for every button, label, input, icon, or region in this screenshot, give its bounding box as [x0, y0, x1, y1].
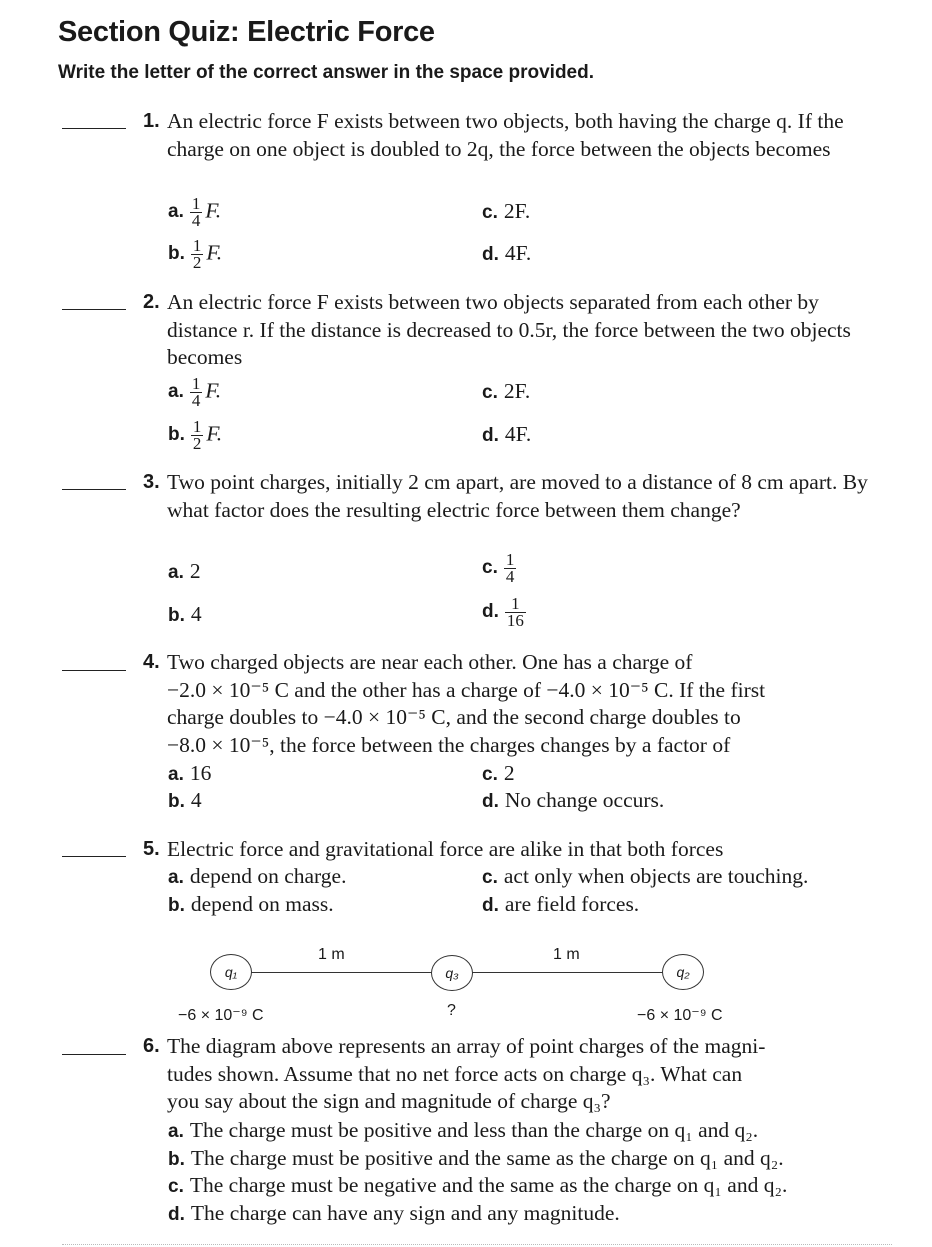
option-5d[interactable] [482, 891, 639, 919]
question-line: charge doubles to −4.0 × 10⁻⁵ C, and the second charge doubles to [167, 705, 741, 729]
option-letter: a. [168, 201, 184, 223]
numerator: 1 [192, 417, 202, 436]
option-1a[interactable] [168, 196, 221, 229]
option-text: F. [206, 240, 223, 265]
numerator: 1 [191, 194, 201, 213]
denominator: 4 [191, 211, 201, 230]
option-letter: c. [482, 557, 498, 579]
option-letter: d. [482, 791, 499, 812]
option-text: are field forces. [504, 892, 640, 916]
question-line: The diagram above represents an array of point charges of the magni- [167, 1034, 766, 1058]
option-3d[interactable] [482, 596, 529, 629]
numerator: 1 [511, 594, 520, 613]
question-text-3: Two point charges, initially 2 cm apart, are moved to a distance of 8 cm apart. By what factor does the resulting electric force between them change? [167, 470, 868, 522]
answer-blank-6[interactable] [62, 1054, 126, 1055]
answer-blank-1[interactable] [62, 128, 126, 129]
option-2c[interactable] [482, 378, 530, 406]
question-line: you say about the sign and magnitude of charge q₃? [167, 1089, 611, 1113]
numerator: 1 [505, 550, 515, 569]
option-text: 2F. [503, 199, 531, 223]
option-text: act only when objects are touching. [503, 864, 809, 888]
denominator: 16 [506, 611, 524, 630]
option-text: 16 [189, 761, 212, 785]
question-line: −8.0 × 10⁻⁵, the force between the charges changes by a factor of [167, 732, 731, 757]
option-letter: d. [482, 425, 499, 446]
option-text: The charge must be negative and the same as the charge on q₁ and q₂. [189, 1173, 788, 1197]
numerator: 1 [191, 374, 201, 393]
option-text: 4 [190, 602, 202, 626]
option-5b[interactable] [168, 891, 334, 919]
option-letter: c. [482, 382, 498, 403]
denominator: 2 [192, 434, 202, 453]
option-letter: a. [168, 1121, 184, 1142]
option-2b[interactable] [168, 419, 222, 452]
distance-label-right: 1 m [553, 946, 580, 963]
option-text: The charge must be positive and less than the charge on q₁ and q₂. [189, 1118, 759, 1142]
option-6a[interactable] [168, 1117, 758, 1145]
option-letter: b. [168, 243, 185, 265]
answer-blank-2[interactable] [62, 309, 126, 310]
question-text-2: An electric force F exists between two objects separated from each other by distance r. If the distance is decreased to 0.5r, the force between the two objects becomes [167, 290, 851, 369]
charge-value-q1: −6 × 10⁻⁹ C [178, 1007, 264, 1024]
fraction [504, 552, 517, 585]
fraction [190, 376, 203, 409]
option-letter: b. [168, 895, 185, 916]
option-letter: a. [168, 867, 184, 888]
option-5a[interactable] [168, 863, 346, 891]
denominator: 4 [191, 391, 201, 410]
option-text: 2F. [503, 379, 531, 403]
answer-blank-5[interactable] [62, 856, 126, 857]
question-number-4: 4. [143, 651, 160, 673]
option-3a[interactable] [168, 558, 201, 586]
fraction [191, 238, 204, 271]
option-4d[interactable] [482, 787, 664, 815]
option-3c[interactable] [482, 552, 519, 585]
option-4b[interactable] [168, 787, 202, 815]
option-text: The charge must be positive and the same as the charge on q₁ and q₂. [190, 1146, 784, 1170]
option-text: 4F. [504, 241, 532, 265]
option-letter: a. [168, 562, 184, 583]
charge-value-q2: −6 × 10⁻⁹ C [637, 1007, 723, 1024]
option-letter: a. [168, 381, 184, 403]
answer-blank-4[interactable] [62, 670, 126, 671]
question-line: −2.0 × 10⁻⁵ C and the other has a charge of −4.0 × 10⁻⁵ C. If the first [167, 677, 766, 702]
denominator: 2 [192, 253, 202, 272]
instructions: Write the letter of the correct answer in the space provided. [58, 62, 595, 83]
option-letter: b. [168, 791, 185, 812]
charge-value-q3: ? [447, 1002, 456, 1019]
page-title: Section Quiz: Electric Force [58, 16, 435, 48]
option-letter: c. [482, 764, 498, 785]
option-text: depend on charge. [189, 864, 347, 888]
question-number-6: 6. [143, 1035, 160, 1057]
option-letter: c. [482, 867, 498, 888]
option-letter: c. [482, 202, 498, 223]
option-text: No change occurs. [504, 788, 665, 812]
option-4c[interactable] [482, 760, 515, 788]
option-text: 4 [190, 788, 202, 812]
option-letter: a. [168, 764, 184, 785]
question-number-5: 5. [143, 838, 160, 860]
option-6b[interactable] [168, 1145, 784, 1173]
page-bottom-rule [62, 1244, 892, 1245]
question-number-2: 2. [143, 291, 160, 313]
charge-q1-circle: q₁ [210, 954, 252, 990]
question-text-4 [167, 649, 897, 759]
denominator: 4 [505, 567, 515, 586]
option-letter: b. [168, 605, 185, 626]
option-letter: c. [168, 1176, 184, 1197]
option-text: 4F. [504, 422, 532, 446]
question-text-1: An electric force F exists between two objects, both having the charge q. If the charge on one object is doubled to 2q, the force between the objects becomes [167, 109, 844, 161]
option-1c[interactable] [482, 198, 530, 226]
question-number-3: 3. [143, 471, 160, 493]
option-letter: d. [168, 1204, 185, 1225]
option-text: F. [205, 198, 222, 223]
option-letter: d. [482, 601, 499, 623]
option-1b[interactable] [168, 238, 222, 271]
option-text: F. [205, 378, 222, 403]
option-text: F. [206, 421, 223, 446]
option-text: depend on mass. [190, 892, 334, 916]
question-text-6 [167, 1033, 897, 1116]
option-letter: d. [482, 895, 499, 916]
option-2d[interactable] [482, 421, 531, 449]
option-1d[interactable] [482, 240, 531, 268]
fraction [505, 596, 526, 629]
question-text-5: Electric force and gravitational force are alike in that both forces [167, 837, 724, 861]
option-text: 2 [503, 761, 515, 785]
fraction [191, 419, 204, 452]
question-line: Two charged objects are near each other. One has a charge of [167, 650, 693, 674]
charge-q3-circle: q₃ [431, 955, 473, 991]
option-2a[interactable] [168, 376, 221, 409]
answer-blank-3[interactable] [62, 489, 126, 490]
charge-q2-circle: q₂ [662, 954, 704, 990]
option-3b[interactable] [168, 601, 202, 629]
question-line: tudes shown. Assume that no net force acts on charge q₃. What can [167, 1061, 743, 1086]
option-text: 2 [189, 559, 201, 583]
option-5c[interactable] [482, 863, 808, 891]
option-6d[interactable] [168, 1200, 620, 1228]
fraction [190, 196, 203, 229]
question-number-1: 1. [143, 110, 160, 132]
option-6c[interactable] [168, 1172, 787, 1200]
option-letter: d. [482, 244, 499, 265]
option-letter: b. [168, 424, 185, 446]
option-letter: b. [168, 1149, 185, 1170]
numerator: 1 [192, 236, 202, 255]
option-4a[interactable] [168, 760, 211, 788]
option-text: The charge can have any sign and any magnitude. [190, 1201, 620, 1225]
distance-label-left: 1 m [318, 946, 345, 963]
